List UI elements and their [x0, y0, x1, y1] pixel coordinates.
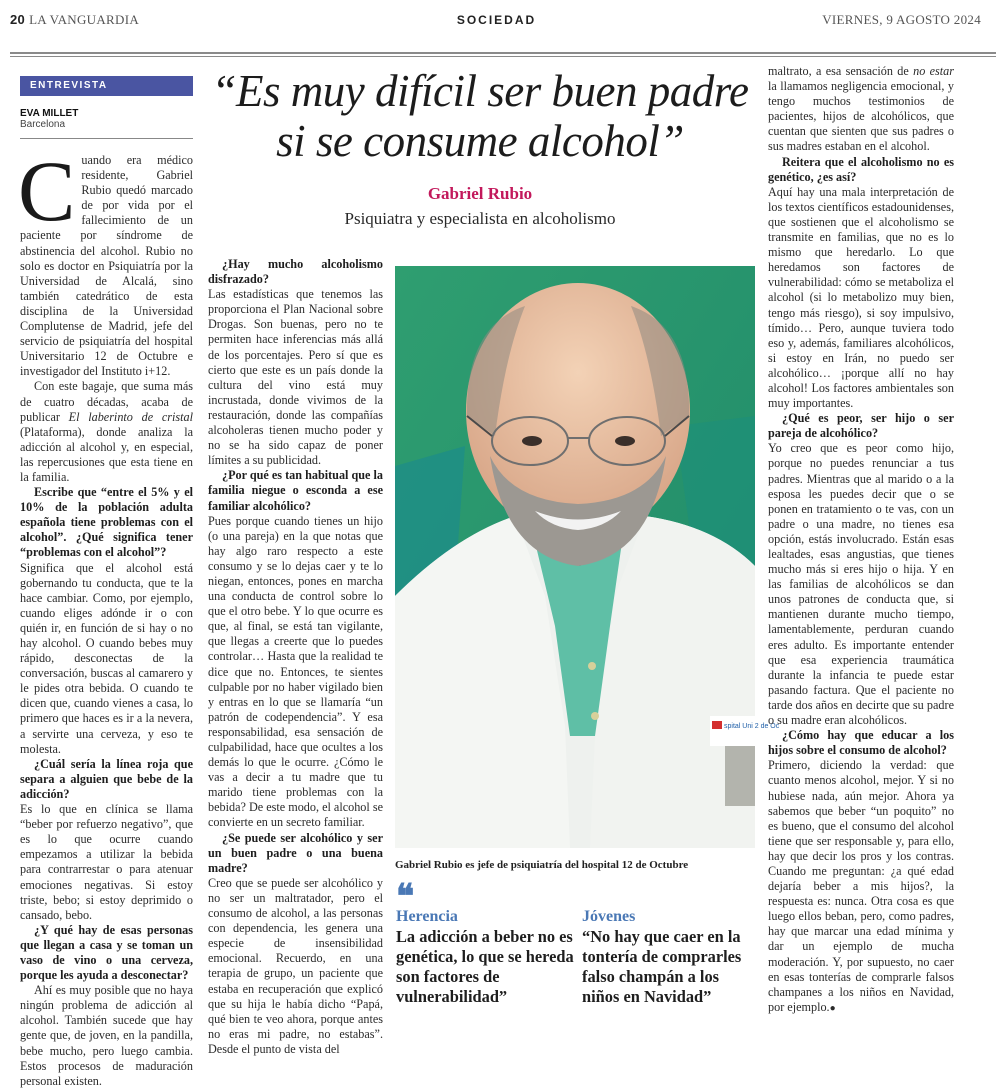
end-mark-icon: ●	[829, 1002, 836, 1014]
interview-question: Escribe que “entre el 5% y el 10% de la población adulta española tiene problemas con el alcohol”. ¿Qué significa tener “problemas con el alcohol”?	[20, 485, 193, 560]
interview-question: ¿Cuál sería la línea roja que separa a alguien que bebe de la adicción?	[20, 756, 193, 801]
page-number: 20	[10, 12, 26, 27]
section-name: SOCIEDAD	[456, 13, 537, 27]
interview-question: ¿Se puede ser alcohólico y ser un buen padre o una buena madre?	[208, 830, 383, 875]
pull-quote	[582, 907, 760, 1007]
interview-answer: Aquí hay una mala interpretación de los textos científicos estadounidenses, que sostienen que el alcoholismo se transmite en familias, que no es lo mismo que heredarlo. Lo que heredamos son factores de vulnerabilidad: cómo se metaboliza el alcohol (si lo metabolizo muy bien, tengo más riesgo), si soy impulsivo, tímido… Pero, aunque tuviera todo eso y, además, familiares alcohólicos, si estoy en Irán, no puedo ser alcohólico… ¡porque allí no hay alcohol! Los factores ambientales son muy importantes.	[768, 184, 954, 411]
headline-line-1: “Es muy difícil ser buen padre	[211, 66, 749, 116]
pull-quote-label: Jóvenes	[582, 908, 636, 925]
emphasis: no estar	[913, 64, 955, 78]
interview-answer: Es lo que en clínica se llama “beber por refuerzo negativo”, que es lo que ocurre cuando empezamos a utilizar la bebida para contrarrestar o para atenuar emociones negativas. Si estoy triste, bebo; si estoy deprimido o cansado, bebo.	[20, 802, 193, 922]
section-tag: ENTREVISTA	[20, 76, 193, 96]
byline	[20, 108, 78, 130]
interview-answer: Significa que el alcohol está gobernando tu conducta, que te la hace cambiar. Como, por ejemplo, cuando eliges adónde ir o con quién ir, en función de si hay o no hay alcohol. O cuando bebes muy rápido, desconectas de la conversación, buscas al camarero y le pides otra bebida. O cuando te dicen que, cuando vienes a casa, lo primero que haces es ir a la nevera, a servirte una cerveza, y eso te molesta.	[20, 560, 193, 756]
author-name: EVA MILLET	[20, 108, 79, 119]
interview-answer: Ahí es muy posible que no haya ningún problema de adicción al alcohol. También sucede que hay gente que, de joven, en la pandilla, bebe mucho, pero luego cambia. Estos procesos de maduración personal existen.	[20, 983, 193, 1088]
article-column-1	[18, 143, 193, 1089]
interview-answer: Pues porque cuando tienes un hijo (o una pareja) en la que notas que hay algo raro respecto a este consumo y se lo dejas caer y te lo niegan, entonces, pones en marcha una conducta de control sobre lo que el otro bebe. Y lo que ocurre es que, al final, se está tan vigilante, que llegas a creerte que lo puedes controlar… Hasta que la realidad te dice que no. Entonces, te sientes culpable por no haber vigilado bien y entras en lo que se llamaría “un patrón de codependencia”. Y esa responsabilidad, esa sensación de culpabilidad, hace que ocultes a los demás lo que le ocurre. ¿Cómo le vas a decir a tu madre que tu marido tiene problemas con la bebida? De este modo, el alcohol se convierte en un secreto familiar.	[208, 513, 383, 830]
pull-quote-text: La adicción a beber no es genética, lo que se hereda son factores de vulnerabilidad”	[396, 927, 574, 1006]
interview-answer: Yo creo que es peor como hijo, porque no puedes renunciar a tus padres. Mientras que al marido o a la esposa les puedes decir que o se ponen en tratamiento o te vas, con un padre o una madre, no tienes esa opción, estás involucrado. Están esas lealtades, esas angustias, que tienes mucho más si eres hijo o hija. Y en las familias de alcohólicos se dan unos patrones de conducta que, si mantienen durante mucho tiempo, lamentablemente, perduran cuando eres adulto. Es importante entender que esa experiencia traumática durante la infancia te puede estar pasando factura. Que el paciente no tarde dos años en decirte que su padre o su madre eran alcohólicos.	[768, 441, 954, 728]
interview-answer: Las estadísticas que tenemos las proporciona el Plan Nacional sobre Drogas. Son buenas, pero no te permiten hace inferencias más allá de los porcentajes. Pero sí que es cierto que este es un país donde la cultura del vino está muy incrustada, donde vivimos de la restauración, donde las compañías alcoholeras tienen mucho poder y no se ha sido capaz de poner límites a su publicidad.	[208, 287, 383, 468]
paragraph: Con este bagaje, que suma más de cuatro décadas, acaba de publicar El laberinto de cristal (Plataforma), donde analiza la adicción al alcohol y, en especial, las repercusiones que esta tiene en la familia.	[20, 379, 193, 484]
article-column-4	[768, 64, 954, 1016]
interviewee-title: Psiquiatra y especialista en alcoholismo	[344, 209, 616, 228]
interview-question: ¿Y qué hay de esas personas que llegan a casa y se toman un vaso de vino o una cerveza, porque les ayuda a desconectar?	[20, 922, 193, 983]
interview-answer: Primero, diciendo la verdad: que cuanto menos alcohol, mejor. Y si no hubiese nada, aún mejor. Ahora ya sabemos que beber “un poquito” no es bueno, que el consumo del alcohol tiene que ser responsable y, para ello, hay que decir los pros y los contras. Cuando me preguntan: ¿a qué edad dejaría beber a mis hijos?, la respuesta es: nunca. Otra cosa es que luego ellos beban, pero, como padres, hay que marcar una edad mínima y dar un ejemplo de mucha moderación. Y, por supuesto, no caer en esas tonterías de comprarle falsos champanes a los niños en Navidad, por ejemplo.●	[768, 758, 954, 1014]
interview-question: ¿Cómo hay que educar a los hijos sobre el consumo de alcohol?	[768, 728, 954, 758]
publication-name: LA VANGUARDIA	[29, 12, 140, 27]
headline	[200, 66, 760, 166]
book-title: El laberinto de cristal	[68, 409, 193, 424]
quote-mark-icon: ❝	[396, 877, 415, 917]
byline-divider	[20, 138, 193, 139]
pull-quote	[396, 907, 576, 1007]
interview-answer: Creo que se puede ser alcohólico y no ser un maltratador, pero el consumo de alcohol, a las personas con dependencia, les genera una especie de insensibilidad emocional. Recuerdo, en una terapia de grupo, un paciente que estaba en recuperación que explicó que su hija le había dicho “Papá, qué bien te veo ahora, porque antes no eras mi padre, no estabas”. Desde el punto de vista del	[208, 875, 383, 1056]
interview-question: ¿Por qué es tan habitual que la familia niegue o esconda a ese familiar alcohólico?	[208, 468, 383, 513]
paragraph: maltrato, a esa sensación de no estar la llamamos negligencia emocional, y tengo muchos testimonios de pacientes, hijos de alcohólicos, que cuentan que sienten que sus padres o sus madres estaban en el alcohol.	[768, 64, 955, 154]
interview-question: ¿Hay mucho alcoholismo disfrazado?	[208, 257, 383, 287]
pull-quote-text: “No hay que caer en la tontería de comprarles falso champán a los niños en Navidad”	[582, 927, 742, 1006]
interviewee-name: Gabriel Rubio	[427, 184, 533, 203]
intro-paragraph: uando era médico residente, Gabriel Rubio quedó marcado de por vida por el fallecimiento de un paciente por síndrome de abstinencia del alcohol. Rubio no solo es doctor en Psiquiatría por la Universidad de Alcalá, sino también catedrático de esta disciplina de la Universidad Complutense de Madrid, jefe del servicio de psiquiatría del hospital Universitario 12 de Octubre e investigador del Instituto i+12.	[20, 153, 193, 379]
author-location: Barcelona	[20, 119, 66, 130]
header-rule	[10, 52, 996, 54]
article-column-2	[208, 257, 383, 1057]
interview-question: ¿Qué es peor, ser hijo o ser pareja de alcohólico?	[768, 411, 954, 441]
badge-text: spital Uni 2 de Oc	[724, 723, 780, 730]
photo-caption: Gabriel Rubio es jefe de psiquiatría del hospital 12 de Octubre	[395, 859, 689, 871]
header-rule-thin	[10, 56, 996, 57]
pull-quote-label: Herencia	[396, 908, 458, 925]
portrait-illustration	[395, 266, 780, 848]
drop-cap: C	[18, 143, 76, 239]
interview-question: Reitera que el alcoholismo no es genético, ¿es así?	[768, 154, 954, 184]
portrait-photo	[395, 266, 780, 848]
issue-date: VIERNES, 9 AGOSTO 2024	[822, 12, 981, 27]
headline-line-2: si se consume alcohol”	[276, 116, 684, 166]
